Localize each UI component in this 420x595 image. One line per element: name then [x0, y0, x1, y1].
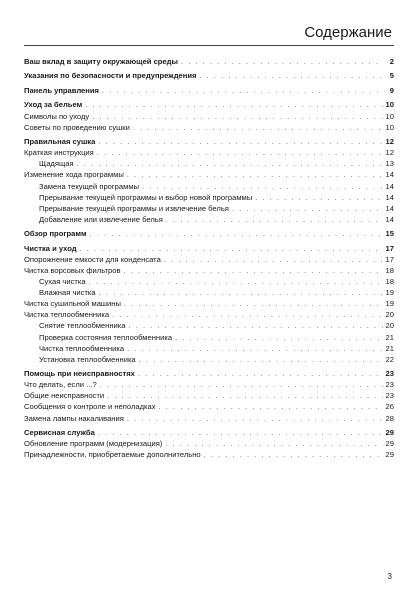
toc-entry-label: Влажная чистка — [39, 288, 96, 298]
toc-entry[interactable] — [24, 70, 394, 81]
toc-entry-label: Обновление программ (модернизация) — [24, 439, 163, 449]
toc-leader-dots — [127, 169, 383, 180]
toc-entry[interactable] — [24, 320, 394, 331]
toc-entry-page: 21 — [385, 343, 394, 353]
toc-entry[interactable] — [24, 332, 394, 343]
toc-leader-dots — [129, 320, 383, 331]
toc-leader-dots — [77, 158, 383, 169]
toc-leader-dots — [255, 192, 382, 203]
toc-entry[interactable] — [24, 192, 394, 203]
toc-entry[interactable] — [24, 287, 394, 298]
toc-entry-page: 17 — [385, 254, 394, 264]
toc-entry-label: Установка теплообменника — [39, 354, 136, 364]
toc-entry-page: 26 — [385, 402, 394, 412]
toc-entry-label: Символы по уходу — [24, 111, 90, 121]
toc-entry-label: Щадящая — [39, 159, 74, 169]
toc-entry-label: Прерывание текущей программы и выбор новой программы — [39, 192, 253, 202]
toc-leader-dots — [112, 309, 382, 320]
toc-entry-label: Сообщения о контроле и неполадках — [24, 402, 156, 412]
toc-entry[interactable] — [24, 309, 394, 320]
toc-entry-label: Прерывание текущей программы и извлечение белья — [39, 203, 229, 213]
toc-entry-page: 23 — [385, 369, 394, 379]
toc-entry-label: Чистка ворсовых фильтров — [24, 265, 121, 275]
toc-leader-dots — [139, 354, 383, 365]
toc-entry-page: 9 — [389, 85, 394, 95]
toc-leader-dots — [107, 390, 382, 401]
toc-entry-page: 20 — [385, 321, 394, 331]
toc-entry[interactable] — [24, 413, 394, 424]
toc-entry-label: Помощь при неисправностях — [24, 369, 135, 379]
page-title: Содержание — [304, 24, 392, 41]
toc-entry[interactable] — [24, 85, 394, 96]
toc-entry[interactable] — [24, 214, 394, 225]
toc-leader-dots — [80, 243, 383, 254]
toc-leader-dots — [142, 181, 383, 192]
toc-entry-page: 23 — [385, 391, 394, 401]
toc-entry-label: Правильная сушка — [24, 137, 96, 147]
toc-entry-page: 10 — [385, 111, 394, 121]
toc-entry-page: 19 — [385, 299, 394, 309]
toc-entry-page: 17 — [385, 243, 394, 253]
toc-entry[interactable] — [24, 111, 394, 122]
toc-entry-label: Общие неисправности — [24, 391, 105, 401]
toc-leader-dots — [166, 214, 383, 225]
toc-entry-page: 5 — [389, 71, 394, 81]
toc-entry-label: Сервисная служба — [24, 428, 95, 438]
toc-entry[interactable] — [24, 343, 394, 354]
toc-leader-dots — [138, 368, 383, 379]
toc-entry-page: 10 — [385, 100, 394, 110]
toc-entry-page: 18 — [385, 277, 394, 287]
toc-entry-label: Чистка и уход — [24, 243, 77, 253]
toc-entry-page: 19 — [385, 288, 394, 298]
toc-entry-label: Указания по безопасности и предупреждения — [24, 71, 197, 81]
toc-leader-dots — [159, 401, 383, 412]
toc-entry[interactable] — [24, 169, 394, 180]
toc-leader-dots — [99, 287, 383, 298]
toc-entry[interactable] — [24, 228, 394, 239]
toc-entry-page: 10 — [385, 122, 394, 132]
toc-leader-dots — [133, 122, 383, 133]
toc-entry-page: 13 — [385, 159, 394, 169]
toc-entry-page: 23 — [385, 380, 394, 390]
toc-entry-label: Добавление или извлечение белья — [39, 214, 163, 224]
toc-leader-dots — [100, 379, 383, 390]
toc-entry-label: Замена текущей программы — [39, 181, 140, 191]
toc-entry-page: 14 — [385, 170, 394, 180]
toc-leader-dots — [127, 343, 382, 354]
toc-entry[interactable] — [24, 276, 394, 287]
toc-entry[interactable] — [24, 390, 394, 401]
toc-leader-dots — [181, 56, 383, 67]
toc-entry-label: Опорожнение емкости для конденсата — [24, 254, 161, 264]
toc-entry-label: Чистка сушильной машины — [24, 299, 121, 309]
toc-leader-dots — [232, 203, 383, 214]
toc-entry-page: 15 — [385, 229, 394, 239]
toc-leader-dots — [165, 438, 382, 449]
toc-entry-label: Снятие теплообменника — [39, 321, 126, 331]
toc-entry[interactable] — [24, 368, 394, 379]
toc-entry-label: Панель управления — [24, 85, 99, 95]
toc-entry[interactable] — [24, 254, 394, 265]
toc-leader-dots — [124, 298, 383, 309]
toc-entry[interactable] — [24, 401, 394, 412]
toc-entry-page: 29 — [385, 439, 394, 449]
toc-entry-label: Советы по проведению сушки — [24, 122, 130, 132]
toc-entry[interactable] — [24, 449, 394, 460]
toc-entry[interactable] — [24, 181, 394, 192]
toc-entry-page: 14 — [385, 214, 394, 224]
toc-entry-page: 29 — [385, 428, 394, 438]
toc-entry-label: Ваш вклад в защиту окружающей среды — [24, 57, 178, 66]
toc-entry-page: 29 — [385, 450, 394, 460]
toc-entry-label: Изменение хода программы — [24, 170, 124, 180]
toc-entry-page: 12 — [385, 137, 394, 147]
toc-entry-label: Сухая чистка — [39, 277, 86, 287]
toc-leader-dots — [98, 427, 383, 438]
toc-leader-dots — [164, 254, 383, 265]
page-number: 3 — [387, 572, 392, 581]
toc-entry-page: 12 — [385, 148, 394, 158]
toc-entry[interactable] — [24, 147, 394, 158]
table-of-contents — [24, 56, 394, 460]
toc-entry-label: Обзор программ — [24, 229, 87, 239]
toc-entry[interactable] — [24, 298, 394, 309]
toc-entry-page: 20 — [385, 310, 394, 320]
toc-entry-label: Принадлежности, приобретаемые дополнительно — [24, 450, 201, 460]
toc-leader-dots — [127, 413, 383, 424]
toc-entry[interactable] — [24, 265, 394, 276]
toc-leader-dots — [92, 111, 382, 122]
toc-entry[interactable] — [24, 158, 394, 169]
toc-entry-label: Чистка теплообменника — [39, 343, 125, 353]
toc-entry[interactable] — [24, 379, 394, 390]
toc-entry-label: Проверка состояния теплообменника — [39, 332, 173, 342]
toc-entry-page: 14 — [385, 203, 394, 213]
toc-entry-page: 18 — [385, 265, 394, 275]
toc-entry[interactable] — [24, 438, 394, 449]
toc-entry[interactable] — [24, 203, 394, 214]
toc-entry-page: 2 — [389, 57, 394, 66]
toc-entry[interactable] — [24, 56, 394, 67]
toc-leader-dots — [89, 276, 383, 287]
toc-entry-label: Чистка теплообменника — [24, 310, 110, 320]
toc-leader-dots — [204, 449, 383, 460]
toc-entry-label: Краткая инструкция — [24, 148, 94, 158]
toc-leader-dots — [175, 332, 382, 343]
toc-entry-page: 21 — [385, 332, 394, 342]
toc-entry-page: 22 — [385, 354, 394, 364]
toc-leader-dots — [90, 228, 383, 239]
toc-entry[interactable] — [24, 427, 394, 438]
toc-entry-page: 14 — [385, 192, 394, 202]
toc-leader-dots — [199, 70, 383, 81]
toc-entry[interactable] — [24, 354, 394, 365]
title-rule — [24, 45, 394, 46]
toc-entry[interactable] — [24, 243, 394, 254]
toc-leader-dots — [124, 265, 383, 276]
toc-entry-label: Уход за бельем — [24, 100, 83, 110]
toc-entry-page: 28 — [385, 413, 394, 423]
toc-leader-dots — [102, 85, 383, 96]
toc-entry-label: Замена лампы накаливания — [24, 413, 124, 423]
toc-entry-label: Что делать, если ...? — [24, 380, 97, 390]
toc-entry[interactable] — [24, 122, 394, 133]
toc-entry[interactable] — [24, 99, 394, 110]
toc-entry-page: 14 — [385, 181, 394, 191]
toc-leader-dots — [97, 147, 383, 158]
toc-leader-dots — [98, 136, 382, 147]
toc-entry[interactable] — [24, 136, 394, 147]
toc-leader-dots — [85, 99, 382, 110]
